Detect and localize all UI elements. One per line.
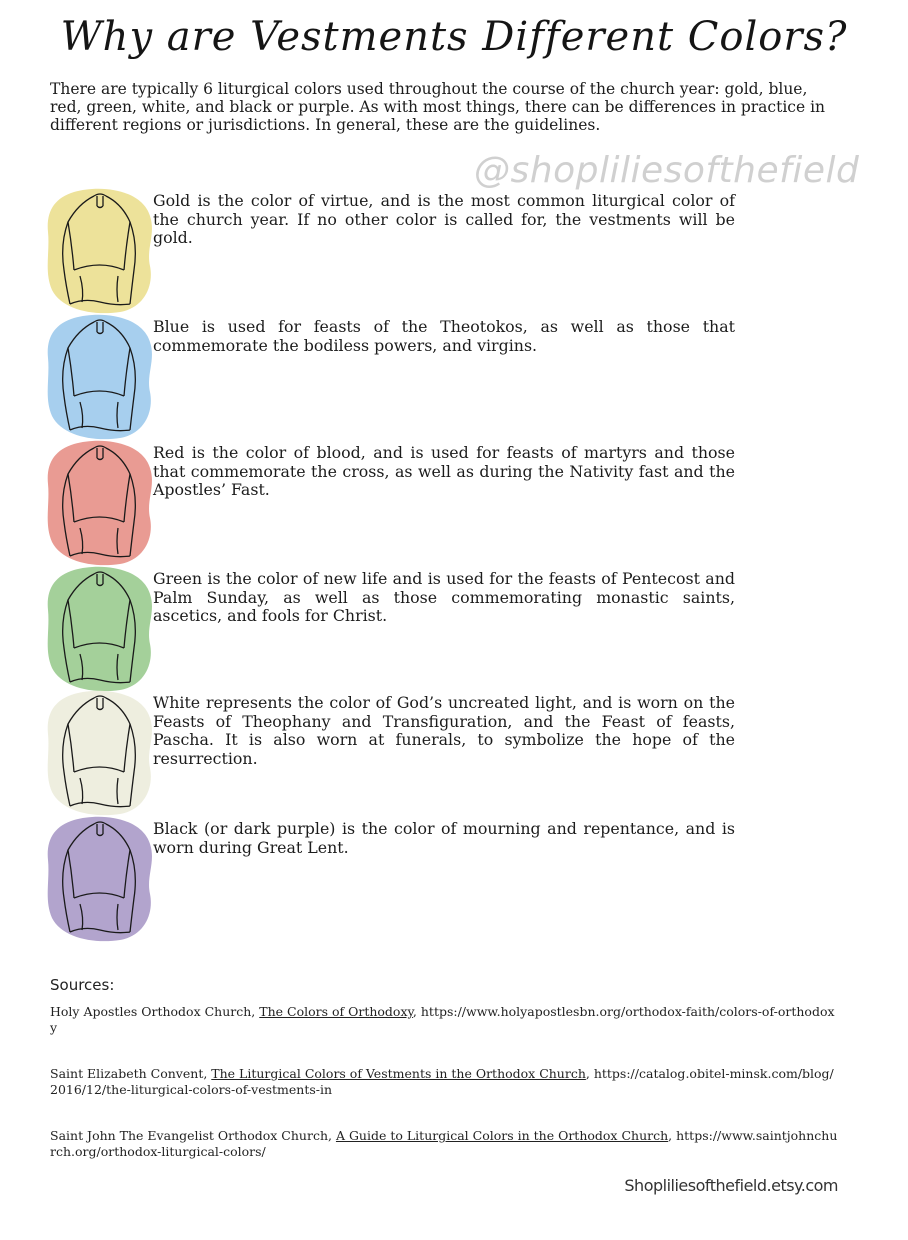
color-entry-blue xyxy=(44,312,844,442)
source-org: Holy Apostles Orthodox Church, xyxy=(50,1004,260,1019)
vestment-blue-icon xyxy=(44,312,156,442)
sources-section xyxy=(50,976,840,1190)
source-org: Saint John The Evangelist Orthodox Church, xyxy=(50,1128,336,1143)
color-description: Black (or dark purple) is the color of mourning and repentance, and is worn during Great Lent. xyxy=(153,819,735,857)
source-item xyxy=(50,1128,840,1160)
source-item xyxy=(50,1066,840,1098)
watermark: @shopliliesofthefield xyxy=(474,150,860,191)
source-url[interactable]: , https://www.holyapostlesbn.org/orthodox-faith/colors-of-orthodoxy xyxy=(50,1004,835,1035)
source-url[interactable]: , https://www.saintjohnchurch.org/orthodox-liturgical-colors/ xyxy=(50,1128,838,1159)
color-entry-green xyxy=(44,564,844,694)
vestment-green-icon xyxy=(44,564,156,694)
color-entry-white xyxy=(44,688,844,818)
vestment-purple-icon xyxy=(44,814,156,944)
page-title: Why are Vestments Different Colors? xyxy=(60,14,848,60)
sources-header: Sources: xyxy=(50,976,115,994)
source-title-link[interactable]: The Colors of Orthodoxy xyxy=(259,1004,413,1019)
source-title-link[interactable]: A Guide to Liturgical Colors in the Orthodox Church xyxy=(335,1128,669,1143)
color-description: Gold is the color of virtue, and is the most common liturgical color of the church year. If no other color is called for, the vestments will be gold. xyxy=(153,191,735,247)
source-item xyxy=(50,1004,840,1036)
vestment-red-icon xyxy=(44,438,156,568)
color-entry-purple xyxy=(44,814,844,944)
color-description: White represents the color of God’s uncreated light, and is worn on the Feasts of Theophany and Transfiguration, and the Feast of feasts, Pascha. It is also worn at funerals, to symbolize the hope of the resurrection. xyxy=(153,693,735,768)
color-description: Blue is used for feasts of the Theotokos, as well as those that commemorate the bodiless powers, and virgins. xyxy=(153,317,735,355)
shop-url[interactable]: Shopliliesofthefield.etsy.com xyxy=(624,1176,838,1195)
vestment-gold-icon xyxy=(44,186,156,316)
intro-paragraph: There are typically 6 liturgical colors used throughout the course of the church year: gold, blue, red, green, white, and black or purple. As with most things, there can be differences in practice in different regions or jurisdictions. In general, these are the guidelines. xyxy=(50,80,826,134)
color-entry-red xyxy=(44,438,844,568)
source-url[interactable]: , https://catalog.obitel-minsk.com/blog/2016/12/the-liturgical-colors-of-vestments-in xyxy=(50,1066,834,1097)
source-org: Saint Elizabeth Convent, xyxy=(50,1066,212,1081)
color-entry-gold xyxy=(44,186,844,316)
color-description: Green is the color of new life and is used for the feasts of Pentecost and Palm Sunday, as well as those commemorating monastic saints, ascetics, and fools for Christ. xyxy=(153,569,735,625)
source-title-link[interactable]: The Liturgical Colors of Vestments in the Orthodox Church xyxy=(211,1066,586,1081)
color-description: Red is the color of blood, and is used for feasts of martyrs and those that commemorate the cross, as well as during the Nativity fast and the Apostles’ Fast. xyxy=(153,443,735,499)
vestment-white-icon xyxy=(44,688,156,818)
